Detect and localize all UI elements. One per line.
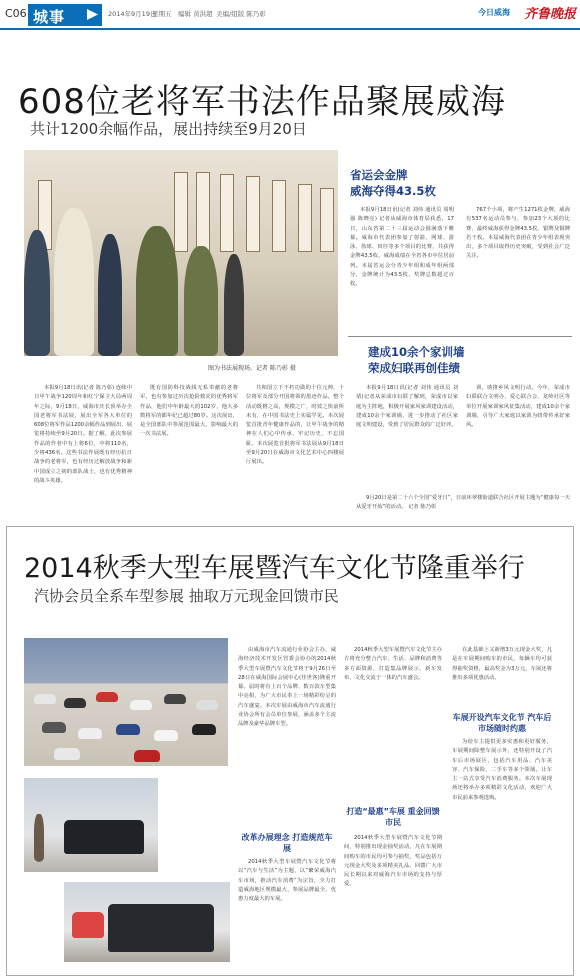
auto-col1-text: 由威海市汽车流通行业协会主办，威海经济技术开发区管委会协办的2014秋季大型车展暨汽车文化节将于9月26日至28日在威海国际会展中心(佳世客)隆重开幕。届时将有上百个品牌、数百款车型集中亮相，为广大市民奉上一场精彩纷呈的汽车盛宴。本次车展由威海市汽车流通行业协会所有会员单位参展，涵盖多个主流品牌及豪华品牌车型。	[238, 647, 336, 728]
side-story-1-col1	[350, 206, 454, 322]
side-story-2-footnote	[356, 494, 570, 514]
side-story-2-footnote-text: 9月20日是第二十六个全国“爱牙日”，日前环翠楼街道联合社区开展主题为“健康每一天 从爱牙开始”的活动。 记者 陈乃彰	[356, 495, 570, 511]
side-story-1-col2	[466, 206, 570, 322]
issue-weekday: 星期五	[152, 10, 172, 18]
side-story-2-col2	[466, 384, 570, 492]
auto-col2-text: 2014秋季大型车展暨汽车文化节主办方将充分整合汽车、生活、品牌和消费等多方面资源，打造集品牌展示、新车发布、文化交流于一体的汽车盛会。	[344, 647, 442, 681]
auto-col1b	[238, 858, 336, 964]
auto-col2b-text: 2014秋季大型车展暨汽车文化节期间，特别推出现金抽奖活动，凡在车展期间购车的市民均可参与抽奖，奖品包括万元现金大奖及多项精美礼品，回馈广大市民长期以来对威海汽车市场的支持与厚爱。	[344, 835, 442, 888]
auto-col1b-text: 2014秋季大型车展暨汽车文化节将以“汽车与生活”为主题，以“繁荣威海汽车市场，推动汽车消费”为宗旨，全力打造威海地区规模最大、参展品牌最全、优惠力度最大的车展。	[238, 859, 336, 903]
auto-show-aerial-photo	[24, 638, 228, 766]
top-story-col3	[246, 384, 344, 504]
calligraphy-exhibition-photo	[24, 150, 338, 356]
auto-subhead-c: 车展开设汽车文化节 汽车后市场随时约惠	[452, 713, 552, 733]
auto-col3b	[452, 738, 552, 964]
side-story-2-col1-text: 本报9月18日讯(记者 刘伟 通讯员 刘倩)记者从荣成市妇联了解到，荣成市以家庭为主阵地，积极开展家风家训建设活动，建成10余个家训墙，进一步推动了社区家庭文明建设，受到了居民群众的广泛好评。	[356, 385, 458, 429]
side-story-2-col1	[356, 384, 458, 492]
auto-subhead-b: 打造“最惠”车展 重金回馈市民	[346, 807, 440, 827]
photo-caption: 图为书法展现场。记者 陈乃彰 摄	[208, 365, 296, 372]
paper-logo: 齐鲁晚报	[524, 7, 577, 22]
side-headline-1-line1: 省运会金牌	[350, 168, 408, 182]
auto-col3-text: 在此基础上又新增3万元现金大奖，凡是在车展期间购车的市民，每辆车均可获得抽奖资格，最高奖金为3万元，车展还将推出多项优惠活动。	[452, 647, 552, 681]
side-headline-2-line1: 建成10余个家训墙	[368, 345, 465, 359]
section-label: 城事	[28, 4, 102, 26]
page-number: C06	[5, 7, 27, 20]
auto-subhead: 汽协会员全系车型参展 抽取万元现金回馈市民	[34, 587, 339, 605]
auto-subhead-a: 改革办展理念 打造规范车展	[241, 833, 333, 853]
top-story-col1	[34, 384, 132, 504]
side-story-1-col2-text: 767个小项，将产生1271枚金牌，威海有537名运动员参与，参加23个大项的比赛，最终威海获得金牌43.5枚、银牌及铜牌若干枚。本届威海代表团在青少年组表现突出，多个项目取得历史突破，受到社会广泛关注。	[466, 207, 570, 260]
auto-show-sedan-photo	[64, 882, 230, 962]
auto-col2	[344, 646, 442, 802]
top-story-col1-text: 本报9月18日讯(记者 陈乃彰) 连续中日甲午战争120周年和红宁保卫大局两周年之际，9月18日，威海市庆长顶举办全国老将军书法展，展出全军各大单位的608位将军作品1200余幅作品到展出，展览将持续至9月20日。据了解，此次参展作品的作者中有上将6位，中将110名，少将436名。这些书法作展既有经历抗日战争的老将军，也有经历过解放战争和新中国成立之初的部队战士，也有优秀精神的战斗英雄。	[34, 385, 132, 484]
side-headline-1-line2: 威海夺得43.5枚	[350, 184, 436, 198]
editor-credit: 编辑 黄洪超	[178, 10, 213, 18]
designer-credit: 美编/组版 陈乃彰	[216, 10, 266, 18]
top-story-col3-text: 共和国立下不朽功勋的十位元帅，十位将军及部分开国将领的墨迹作品。整个活动既格之高，规模之广，时效之快前所未有，在中国书法史上实属罕见。本次展览首批青年健康作品的，让甲午战争的精神在人们心中传承，牢记历史，不忘国耻。本次展览首批将军书法展从9月18日至9月20日在威海市文化艺术中心四楼展厅展出。	[246, 385, 344, 466]
top-subhead: 共计1200余幅作品，展出持续至9月20日	[30, 120, 307, 138]
side-story-2-col2-text: 训，助推乡风文明行动。今年，荣成市妇联联合文明办、爱心联合会、龙岭社区等单位开展家训家风征集活动，建成10余个家训墙，引导广大家庭以家训为纽带传承好家风。	[466, 385, 570, 429]
auto-col1	[238, 646, 336, 828]
side-story-1-col1-text: 本报9月18日讯(记者 刘伟 通讯员 周明强 陈晓亮) 记者从威海市体育局获悉，17日，山东省第二十三届运动会圆满落下帷幕。威海市代表团参加了射箭、网球、游泳、篮球、田径等多个项目的比赛，共获得金牌43.5枚，威海成绩在全省各市中位居前列。本届省运会分青少年组和成年组两部分，金牌统计为43.5枚，奖牌总数超过百枚。	[350, 207, 454, 288]
side-headline-2-line2: 荣成妇联再创佳绩	[368, 361, 460, 375]
auto-headline: 2014秋季大型车展暨汽车文化节隆重举行	[24, 553, 525, 584]
auto-col3	[452, 646, 552, 708]
top-headline: 608位老将军书法作品聚展威海	[18, 82, 506, 122]
top-story-col2	[140, 384, 238, 504]
auto-show-booth-photo	[24, 778, 158, 872]
issue-date: 2014年9月19日	[108, 10, 157, 18]
brand-label: 今日威海	[478, 8, 510, 17]
side-divider	[348, 336, 572, 337]
top-story-col2-text: 既有国防科技战线无私奉献的老将军，也有参加过历次抢险救灾的优秀将军作品，他们中年龄最大的102岁，他大多数将军的都年纪已超过80岁。这次展出，是全国部队中参展范围最大、影响最大的一次书法展。	[140, 385, 238, 438]
auto-col2b	[344, 834, 442, 964]
auto-col3b-text: 为给车主提供更多实惠和更好服务，车展期间除整车展示外，还特别开设了汽车后市场展区，包括汽车用品、汽车美容、汽车保险、二手车等多个领域，让车主一站式享受汽车消费服务。本次车展现场还将举办多项精彩文化活动，欢迎广大市民前来参观选购。	[452, 739, 552, 801]
